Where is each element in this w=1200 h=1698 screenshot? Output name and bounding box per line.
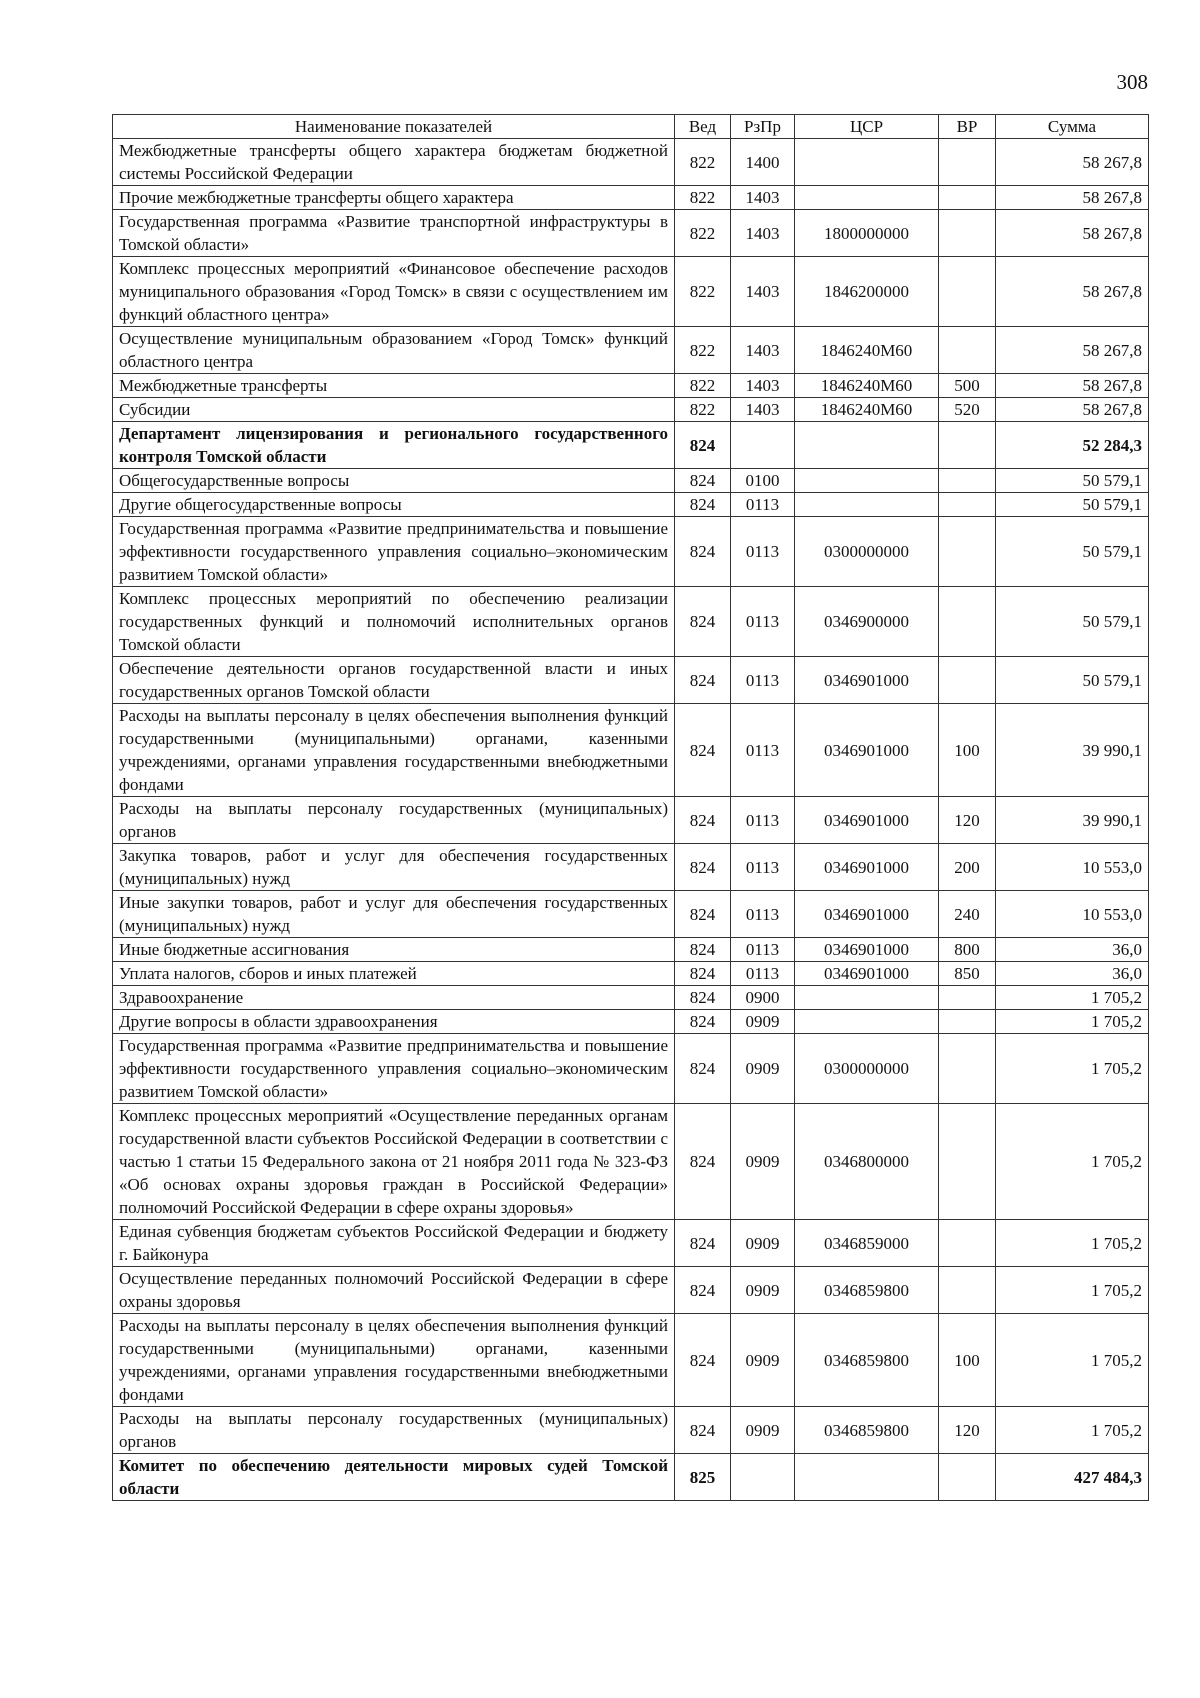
cell-rzpr	[731, 1454, 795, 1501]
table-row	[113, 1267, 1149, 1314]
cell-sum: 52 284,3	[996, 422, 1149, 469]
table-row	[113, 257, 1149, 327]
cell-rzpr: 0113	[731, 797, 795, 844]
cell-name: Комплекс процессных мероприятий «Осуществление переданных органам государственной власти субъектов Российской Федерации в соответствии с частью 1 статьи 15 Федерального закона от 21 ноября 2011 года № 323-ФЗ «Об основах охраны здоровья граждан в Российской Федерации» полномочий Российской Федерации в сфере охраны здоровья»	[113, 1104, 675, 1220]
cell-rzpr: 0113	[731, 704, 795, 797]
cell-csr	[795, 422, 939, 469]
cell-csr: 0346800000	[795, 1104, 939, 1220]
cell-csr: 0346859000	[795, 1220, 939, 1267]
cell-rzpr: 0909	[731, 1314, 795, 1407]
cell-vr: 240	[939, 891, 996, 938]
cell-name: Департамент лицензирования и регионального государственного контроля Томской области	[113, 422, 675, 469]
budget-table	[112, 114, 1149, 1501]
cell-sum: 39 990,1	[996, 797, 1149, 844]
cell-sum: 10 553,0	[996, 844, 1149, 891]
table-row	[113, 398, 1149, 422]
table-row	[113, 891, 1149, 938]
cell-sum: 36,0	[996, 962, 1149, 986]
cell-ved: 824	[675, 986, 731, 1010]
cell-csr: 0346901000	[795, 938, 939, 962]
table-row	[113, 517, 1149, 587]
cell-name: Единая субвенция бюджетам субъектов Российской Федерации и бюджету г. Байконура	[113, 1220, 675, 1267]
cell-sum: 50 579,1	[996, 517, 1149, 587]
cell-rzpr: 0909	[731, 1034, 795, 1104]
header-ved: Вед	[675, 115, 731, 139]
header-sum: Сумма	[996, 115, 1149, 139]
table-header-row	[113, 115, 1149, 139]
cell-rzpr: 1403	[731, 398, 795, 422]
cell-rzpr: 1403	[731, 327, 795, 374]
cell-ved: 824	[675, 962, 731, 986]
cell-name: Государственная программа «Развитие транспортной инфраструктуры в Томской области»	[113, 210, 675, 257]
cell-rzpr: 0909	[731, 1220, 795, 1267]
header-name: Наименование показателей	[113, 115, 675, 139]
cell-csr: 0346859800	[795, 1407, 939, 1454]
cell-sum: 50 579,1	[996, 657, 1149, 704]
cell-rzpr: 1400	[731, 139, 795, 186]
cell-sum: 39 990,1	[996, 704, 1149, 797]
cell-sum: 10 553,0	[996, 891, 1149, 938]
table-row	[113, 1010, 1149, 1034]
cell-vr	[939, 986, 996, 1010]
cell-csr: 0346901000	[795, 797, 939, 844]
cell-vr	[939, 1104, 996, 1220]
cell-vr: 120	[939, 1407, 996, 1454]
table-body	[113, 139, 1149, 1501]
table-row	[113, 704, 1149, 797]
table-row	[113, 844, 1149, 891]
cell-name: Уплата налогов, сборов и иных платежей	[113, 962, 675, 986]
cell-csr: 0346901000	[795, 962, 939, 986]
cell-vr: 100	[939, 1314, 996, 1407]
cell-sum: 1 705,2	[996, 986, 1149, 1010]
cell-sum: 36,0	[996, 938, 1149, 962]
cell-sum: 58 267,8	[996, 186, 1149, 210]
header-rzpr: РзПр	[731, 115, 795, 139]
table-row	[113, 327, 1149, 374]
cell-csr: 0346901000	[795, 657, 939, 704]
table-row	[113, 422, 1149, 469]
cell-csr: 0346901000	[795, 704, 939, 797]
cell-ved: 824	[675, 422, 731, 469]
cell-sum: 1 705,2	[996, 1104, 1149, 1220]
cell-vr: 520	[939, 398, 996, 422]
cell-sum: 1 705,2	[996, 1314, 1149, 1407]
cell-name: Комитет по обеспечению деятельности мировых судей Томской области	[113, 1454, 675, 1501]
cell-csr: 1846240М60	[795, 327, 939, 374]
table-row	[113, 986, 1149, 1010]
cell-ved: 822	[675, 210, 731, 257]
cell-name: Государственная программа «Развитие предпринимательства и повышение эффективности государственного управления социально–экономическим развитием Томской области»	[113, 517, 675, 587]
cell-ved: 824	[675, 844, 731, 891]
table-row	[113, 938, 1149, 962]
table-row	[113, 587, 1149, 657]
cell-rzpr: 0909	[731, 1104, 795, 1220]
table-row	[113, 1220, 1149, 1267]
cell-ved: 822	[675, 186, 731, 210]
cell-name: Государственная программа «Развитие предпринимательства и повышение эффективности государственного управления социально–экономическим развитием Томской области»	[113, 1034, 675, 1104]
cell-rzpr: 0909	[731, 1010, 795, 1034]
cell-csr: 0346900000	[795, 587, 939, 657]
cell-rzpr: 0900	[731, 986, 795, 1010]
page-number: 308	[1116, 70, 1148, 94]
cell-name: Иные закупки товаров, работ и услуг для обеспечения государственных (муниципальных) нужд	[113, 891, 675, 938]
cell-name: Обеспечение деятельности органов государственной власти и иных государственных органов Томской области	[113, 657, 675, 704]
cell-rzpr: 0113	[731, 938, 795, 962]
cell-csr	[795, 1454, 939, 1501]
cell-name: Комплекс процессных мероприятий по обеспечению реализации государственных функций и полномочий исполнительных органов Томской области	[113, 587, 675, 657]
cell-rzpr: 0113	[731, 844, 795, 891]
cell-rzpr: 1403	[731, 186, 795, 210]
cell-ved: 824	[675, 1220, 731, 1267]
cell-ved: 824	[675, 1267, 731, 1314]
cell-ved: 822	[675, 398, 731, 422]
cell-rzpr: 0113	[731, 587, 795, 657]
cell-name: Здравоохранение	[113, 986, 675, 1010]
cell-rzpr: 1403	[731, 210, 795, 257]
cell-vr	[939, 1010, 996, 1034]
cell-csr: 0346901000	[795, 891, 939, 938]
cell-ved: 824	[675, 517, 731, 587]
cell-rzpr: 0113	[731, 517, 795, 587]
cell-sum: 1 705,2	[996, 1407, 1149, 1454]
cell-rzpr: 0113	[731, 493, 795, 517]
cell-ved: 824	[675, 493, 731, 517]
table-row	[113, 797, 1149, 844]
cell-csr	[795, 986, 939, 1010]
cell-vr	[939, 210, 996, 257]
cell-ved: 824	[675, 469, 731, 493]
header-csr: ЦСР	[795, 115, 939, 139]
cell-name: Комплекс процессных мероприятий «Финансовое обеспечение расходов муниципального образования «Город Томск» в связи с осуществлением им функций областного центра»	[113, 257, 675, 327]
cell-name: Межбюджетные трансферты	[113, 374, 675, 398]
cell-name: Прочие межбюджетные трансферты общего характера	[113, 186, 675, 210]
cell-csr: 0300000000	[795, 1034, 939, 1104]
table-row	[113, 139, 1149, 186]
cell-ved: 822	[675, 327, 731, 374]
table-row	[113, 1454, 1149, 1501]
cell-csr	[795, 1010, 939, 1034]
cell-csr: 1846200000	[795, 257, 939, 327]
cell-csr: 1846240М60	[795, 398, 939, 422]
cell-sum: 1 705,2	[996, 1034, 1149, 1104]
cell-name: Расходы на выплаты персоналу государственных (муниципальных) органов	[113, 797, 675, 844]
cell-vr	[939, 493, 996, 517]
cell-ved: 825	[675, 1454, 731, 1501]
cell-vr: 120	[939, 797, 996, 844]
cell-csr: 0300000000	[795, 517, 939, 587]
cell-csr	[795, 186, 939, 210]
cell-ved: 824	[675, 587, 731, 657]
cell-ved: 824	[675, 938, 731, 962]
cell-vr	[939, 1034, 996, 1104]
cell-sum: 58 267,8	[996, 398, 1149, 422]
cell-csr	[795, 139, 939, 186]
cell-ved: 822	[675, 139, 731, 186]
cell-name: Другие вопросы в области здравоохранения	[113, 1010, 675, 1034]
cell-name: Осуществление муниципальным образованием «Город Томск» функций областного центра	[113, 327, 675, 374]
cell-name: Расходы на выплаты персоналу в целях обеспечения выполнения функций государственными (муниципальными) органами, казенными учреждениями, органами управления государственными внебюджетными фондами	[113, 1314, 675, 1407]
table-row	[113, 1407, 1149, 1454]
cell-rzpr: 0113	[731, 657, 795, 704]
cell-csr: 1800000000	[795, 210, 939, 257]
table-row	[113, 210, 1149, 257]
cell-name: Закупка товаров, работ и услуг для обеспечения государственных (муниципальных) нужд	[113, 844, 675, 891]
cell-vr: 100	[939, 704, 996, 797]
cell-vr	[939, 517, 996, 587]
cell-rzpr: 0113	[731, 962, 795, 986]
cell-vr	[939, 657, 996, 704]
cell-csr: 0346859800	[795, 1314, 939, 1407]
cell-csr: 0346859800	[795, 1267, 939, 1314]
cell-ved: 824	[675, 1034, 731, 1104]
cell-sum: 50 579,1	[996, 587, 1149, 657]
cell-sum: 50 579,1	[996, 469, 1149, 493]
cell-csr	[795, 469, 939, 493]
table-row	[113, 469, 1149, 493]
cell-ved: 824	[675, 657, 731, 704]
cell-vr	[939, 257, 996, 327]
cell-name: Осуществление переданных полномочий Российской Федерации в сфере охраны здоровья	[113, 1267, 675, 1314]
cell-name: Другие общегосударственные вопросы	[113, 493, 675, 517]
cell-csr: 1846240М60	[795, 374, 939, 398]
cell-vr	[939, 1267, 996, 1314]
cell-rzpr: 0100	[731, 469, 795, 493]
cell-vr: 500	[939, 374, 996, 398]
cell-name: Расходы на выплаты персоналу в целях обеспечения выполнения функций государственными (муниципальными) органами, казенными учреждениями, органами управления государственными внебюджетными фондами	[113, 704, 675, 797]
cell-sum: 58 267,8	[996, 139, 1149, 186]
cell-sum: 50 579,1	[996, 493, 1149, 517]
table-row	[113, 1104, 1149, 1220]
cell-sum: 1 705,2	[996, 1220, 1149, 1267]
table-row	[113, 1314, 1149, 1407]
table-row	[113, 1034, 1149, 1104]
cell-vr	[939, 1220, 996, 1267]
cell-ved: 824	[675, 797, 731, 844]
cell-csr	[795, 493, 939, 517]
cell-ved: 824	[675, 891, 731, 938]
cell-vr	[939, 139, 996, 186]
cell-vr: 200	[939, 844, 996, 891]
table-row	[113, 962, 1149, 986]
header-vr: ВР	[939, 115, 996, 139]
cell-ved: 824	[675, 1010, 731, 1034]
cell-rzpr: 1403	[731, 374, 795, 398]
cell-vr: 850	[939, 962, 996, 986]
cell-rzpr: 0909	[731, 1407, 795, 1454]
cell-name: Общегосударственные вопросы	[113, 469, 675, 493]
cell-ved: 822	[675, 374, 731, 398]
cell-name: Расходы на выплаты персоналу государственных (муниципальных) органов	[113, 1407, 675, 1454]
table-row	[113, 493, 1149, 517]
cell-vr	[939, 186, 996, 210]
cell-sum: 58 267,8	[996, 374, 1149, 398]
cell-rzpr: 0113	[731, 891, 795, 938]
cell-rzpr: 1403	[731, 257, 795, 327]
table-row	[113, 186, 1149, 210]
cell-sum: 427 484,3	[996, 1454, 1149, 1501]
cell-name: Субсидии	[113, 398, 675, 422]
cell-vr	[939, 587, 996, 657]
cell-ved: 824	[675, 1407, 731, 1454]
cell-ved: 824	[675, 704, 731, 797]
cell-rzpr: 0909	[731, 1267, 795, 1314]
cell-ved: 824	[675, 1104, 731, 1220]
table-row	[113, 374, 1149, 398]
cell-sum: 58 267,8	[996, 327, 1149, 374]
cell-name: Иные бюджетные ассигнования	[113, 938, 675, 962]
cell-vr	[939, 422, 996, 469]
cell-vr: 800	[939, 938, 996, 962]
cell-vr	[939, 1454, 996, 1501]
cell-sum: 58 267,8	[996, 210, 1149, 257]
cell-rzpr	[731, 422, 795, 469]
cell-sum: 1 705,2	[996, 1010, 1149, 1034]
cell-vr	[939, 469, 996, 493]
cell-name: Межбюджетные трансферты общего характера бюджетам бюджетной системы Российской Федерации	[113, 139, 675, 186]
cell-vr	[939, 327, 996, 374]
table-row	[113, 657, 1149, 704]
cell-csr: 0346901000	[795, 844, 939, 891]
cell-sum: 58 267,8	[996, 257, 1149, 327]
cell-sum: 1 705,2	[996, 1267, 1149, 1314]
cell-ved: 822	[675, 257, 731, 327]
cell-ved: 824	[675, 1314, 731, 1407]
